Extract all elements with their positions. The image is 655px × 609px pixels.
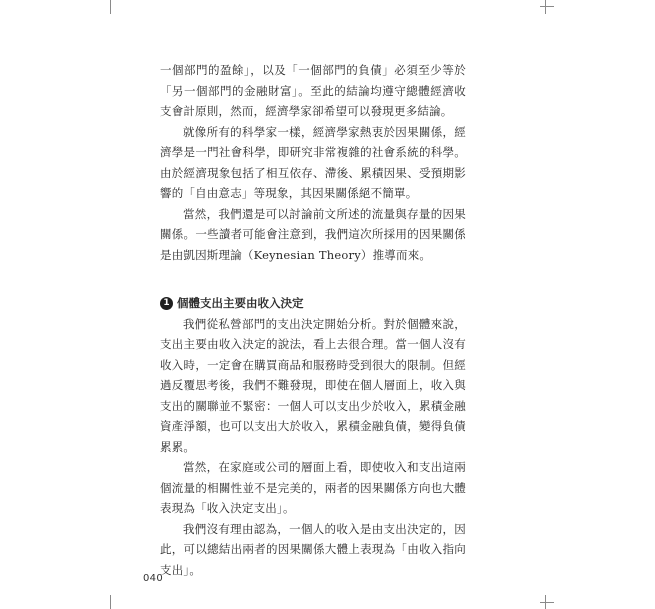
section-paragraph-2: 當然，在家庭或公司的層面上看，即使收入和支出這兩個流量的相關性並不是完美的，兩者的因果關係方向也大體表現為「收入決定支出」。 [160,460,466,515]
section-number-badge: 1 [160,297,173,310]
crop-mark-bottom-left [110,595,111,609]
crop-mark-top-right-h [540,6,554,7]
paragraph-3: 當然，我們還是可以討論前文所述的流量與存量的因果關係。一些讀者可能會注意到，我們這次所採用的因果關係是由凱因斯理論（Keynesian Theory）推導而來。 [160,206,466,262]
crop-mark-top-right [545,0,546,14]
paragraph-2: 就像所有的科學家一樣，經濟學家熱衷於因果關係，經濟學是一門社會科學，即研究非常複雜的社會系統的科學。由於經濟現象包括了相互依存、滯後、累積因果、受預期影響的「自由意志」等現象，其因果關係絕不簡單。 [160,124,466,200]
crop-mark-top-left [110,0,111,14]
section-title: 個體支出主要由收入決定 [177,296,304,310]
section-heading [160,293,466,314]
crop-mark-bottom-right-h [540,602,554,603]
section-paragraph-3: 我們沒有理由認為，一個人的收入是由支出決定的，因此，可以總結出兩者的因果關係大體上表現為「由收入指向支出」。 [160,521,466,577]
page-body [160,60,466,580]
paragraph-1: 一個部門的盈餘」，以及「一個部門的負債」必須至少等於「另一個部門的金融財富」。至此的結論均遵守總體經濟收支會計原則，然而，經濟學家卻希望可以發現更多結論。 [160,63,466,118]
page-number: 040 [143,573,163,584]
section-paragraph-1: 我們從私營部門的支出決定開始分析。對於個體來說，支出主要由收入決定的說法，看上去很合理。當一個人沒有收入時，一定會在購買商品和服務時受到很大的限制。但經過反覆思考後，我們不難發現，即使在個人層面上，收入與支出的關聯並不緊密：一個人可以支出少於收入，累積金融資產淨額，也可以支出大於收入，累積金融負債，變得負債累累。 [160,316,466,454]
